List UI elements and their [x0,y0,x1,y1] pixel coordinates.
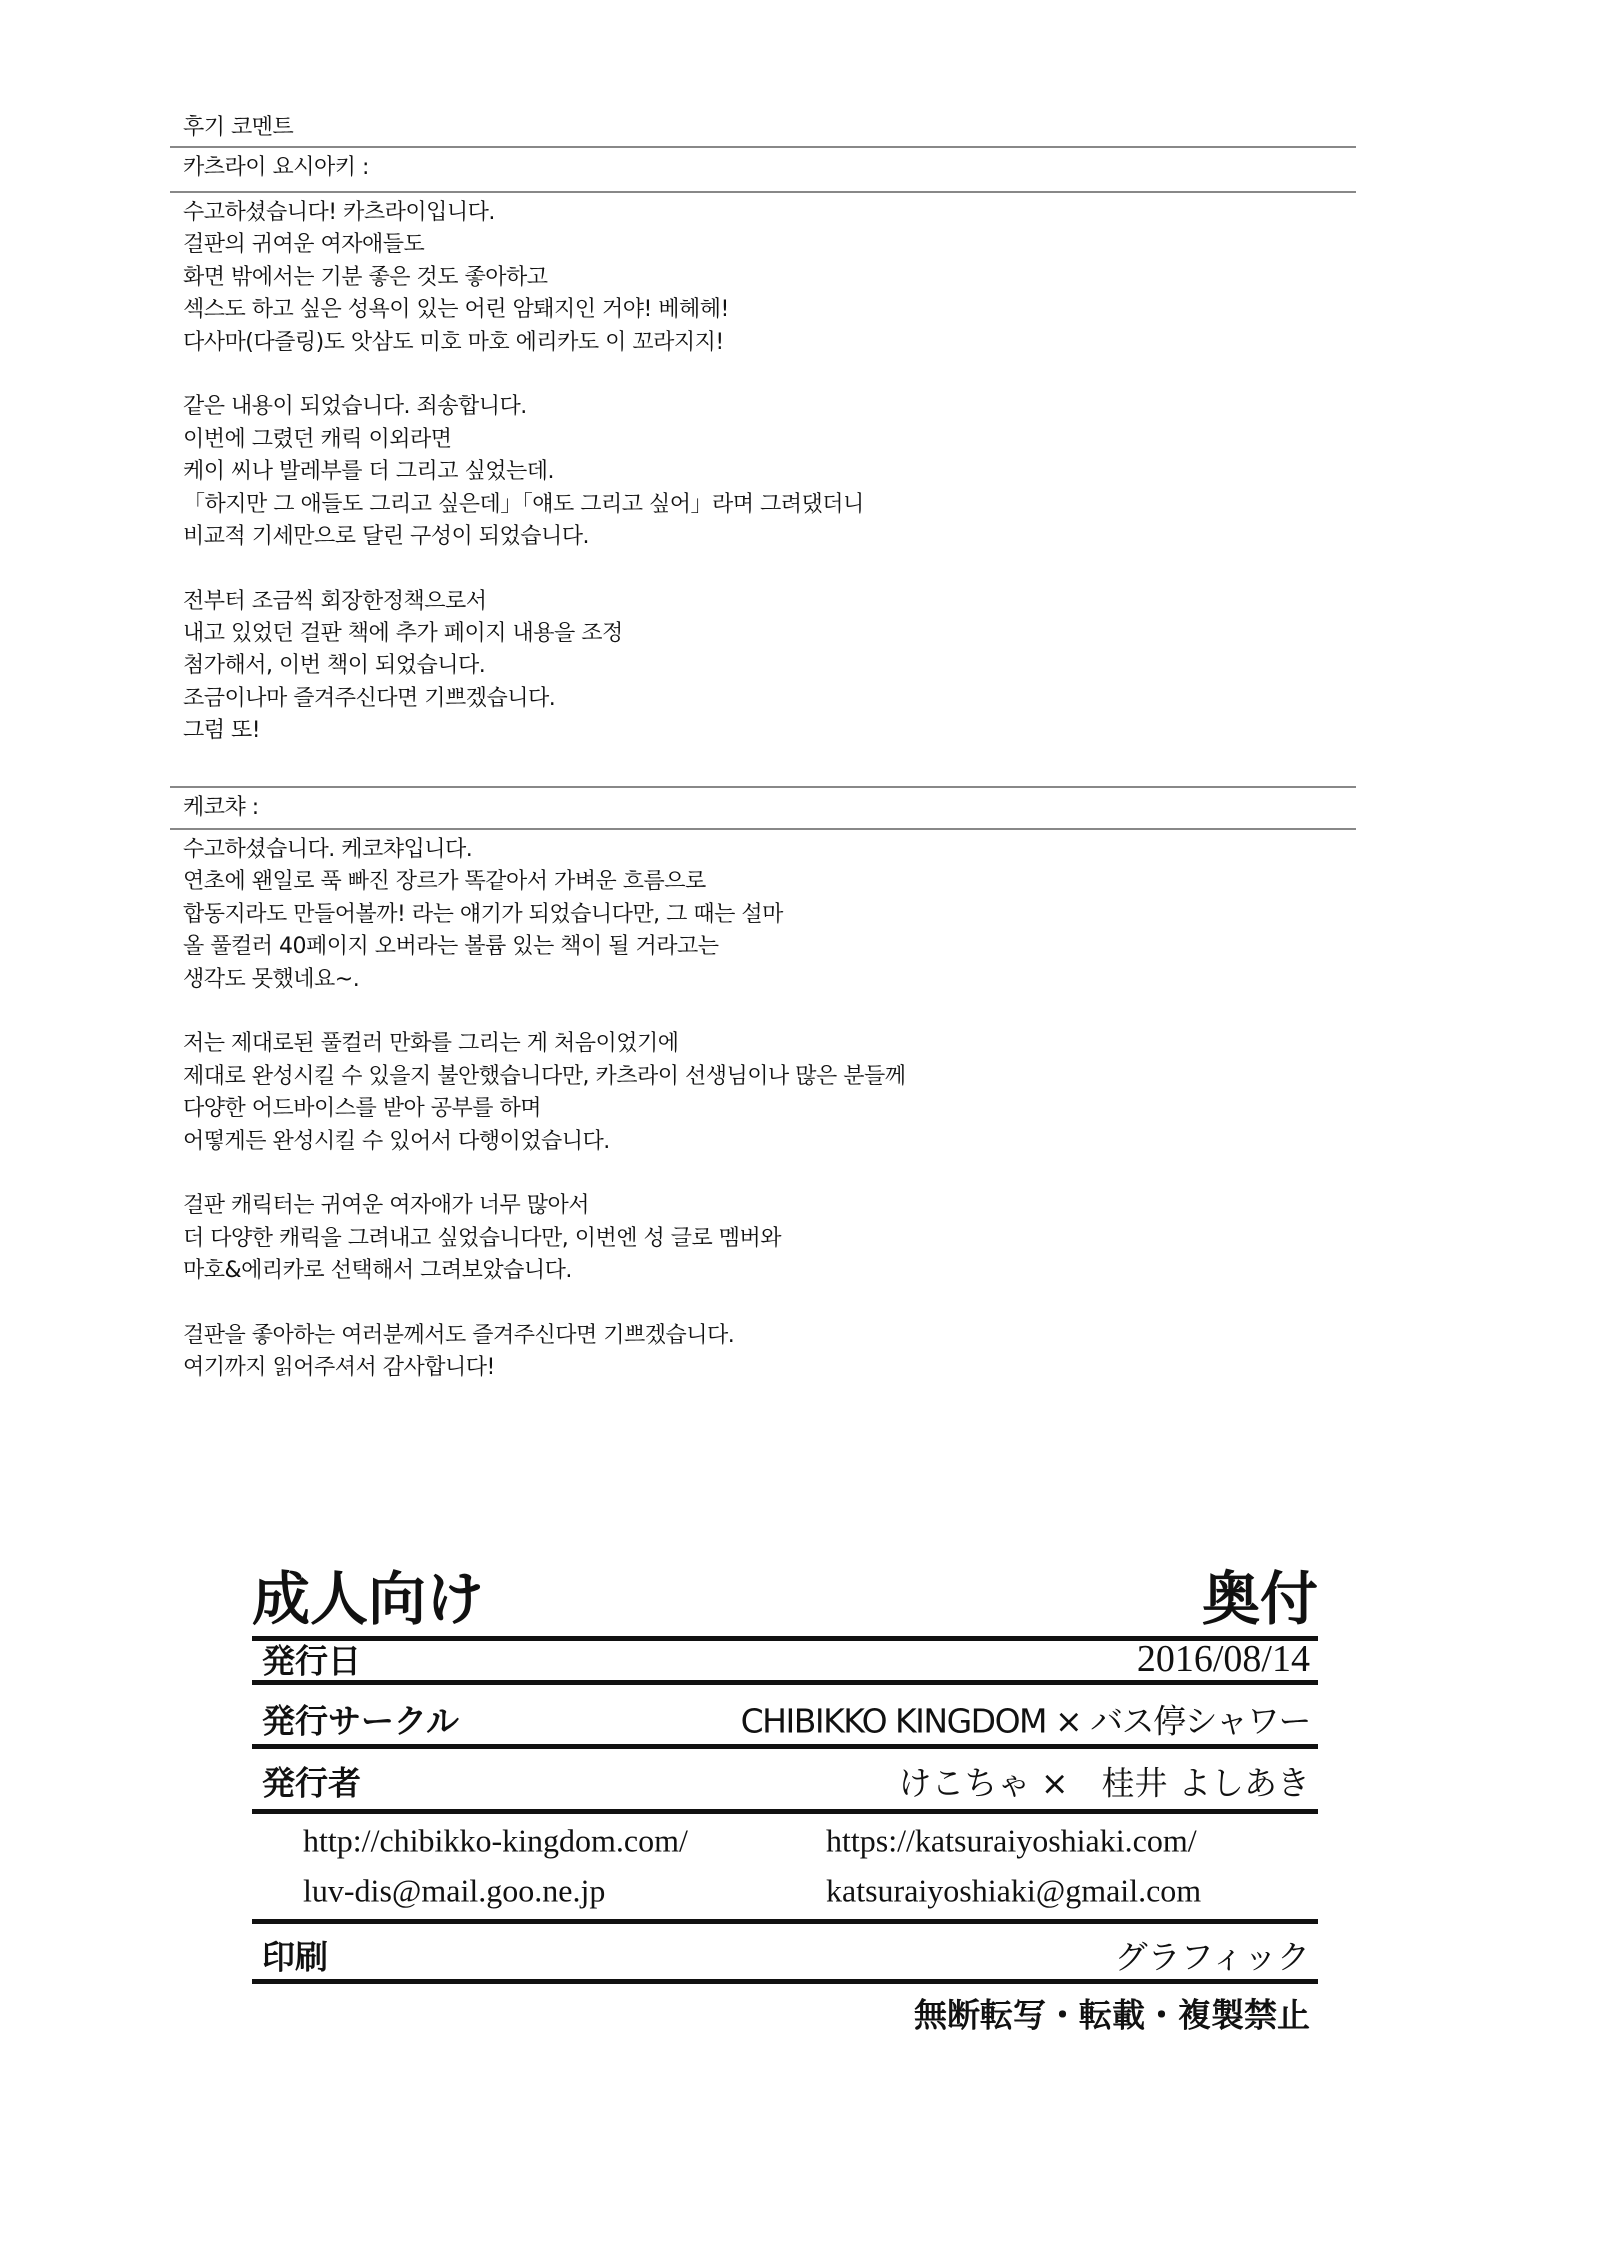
divider [252,1809,1318,1814]
text-line: 전부터 조금씩 회장한정책으로서 [183,588,487,614]
divider [252,1744,1318,1749]
text-line: 걸판을 좋아하는 여러분께서도 즐겨주신다면 기쁘겠습니다. [183,1322,735,1348]
text-line: 합동지라도 만들어볼까! 라는 얘기가 되었습니다만, 그 때는 설마 [183,901,783,927]
website-link-right[interactable]: https://katsuraiyoshiaki.com/ [826,1822,1197,1859]
divider [252,1919,1318,1924]
text-line: 같은 내용이 되었습니다. 죄송합니다. [183,394,527,420]
text-line: 섹스도 하고 싶은 성욕이 있는 어린 암퇘지인 거야! 베헤헤! [183,297,729,323]
text-line: 올 풀컬러 40페이지 오버라는 볼륨 있는 책이 될 거라고는 [183,934,719,960]
publisher-label: 発行者 [262,1763,361,1803]
adult-label: 成人向け [252,1565,485,1633]
email-left[interactable]: luv-dis@mail.goo.ne.jp [303,1872,606,1909]
text-line: 여기까지 읽어주셔서 감사합니다! [183,1355,495,1381]
text-line: 마호&에리카로 선택해서 그려보았습니다. [183,1258,572,1284]
text-line: 연초에 왠일로 푹 빠진 장르가 똑같아서 가벼운 흐름으로 [183,869,706,895]
text-line: 제대로 완성시킬 수 있을지 불안했습니다만, 카츠라이 선생님이나 많은 분들께 [183,1063,906,1089]
date-label: 発行日 [262,1641,361,1681]
text-line: 내고 있었던 걸판 책에 추가 페이지 내용을 조정 [183,621,623,647]
text-line: 케이 씨나 발레부를 더 그리고 싶었는데. [183,459,554,485]
author-heading: 케코챠 : [183,795,259,820]
comment-kekocha [183,834,906,1385]
divider [170,146,1356,148]
text-line: 걸판 캐릭터는 귀여운 여자애가 너무 많아서 [183,1193,590,1219]
circle-label: 発行サークル [262,1701,460,1741]
divider [252,1680,1318,1685]
email-right[interactable]: katsuraiyoshiaki@gmail.com [826,1872,1202,1909]
website-link-left[interactable]: http://chibikko-kingdom.com/ [303,1822,688,1859]
text-line: 그럼 또! [183,718,261,744]
text-line: 생각도 못했네요~. [183,966,360,992]
text-line: 수고하셨습니다! 카츠라이입니다. [183,200,495,225]
copyright-notice: 無断転写・転載・複製禁止 [914,1995,1310,2035]
print-label: 印刷 [262,1937,328,1977]
divider [252,1979,1318,1984]
date-value: 2016/08/14 [1136,1638,1310,1680]
text-line: 저는 제대로된 풀컬러 만화를 그리는 게 처음이었기에 [183,1031,679,1057]
divider [170,786,1356,788]
divider [170,191,1356,193]
colophon-title: 奥付 [1201,1565,1318,1633]
text-line: 조금이나마 즐겨주신다면 기쁘겠습니다. [183,685,556,711]
text-line: 비교적 기세만으로 달린 구성이 되었습니다. [183,523,590,549]
text-line: 화면 밖에서는 기분 좋은 것도 좋아하고 [183,264,548,290]
circle-value: CHIBIKKO KINGDOM × バス停シャワー [740,1701,1310,1741]
text-line: 「하지만 그 애들도 그리고 싶은데」「얘도 그리고 싶어」라며 그려댔더니 [183,491,864,517]
comment-katsurai [183,197,864,748]
afterword-title: 후기 코멘트 [183,115,294,140]
text-line: 다양한 어드바이스를 받아 공부를 하며 [183,1096,542,1122]
text-line: 수고하셨습니다. 케코챠입니다. [183,837,473,862]
divider [170,828,1356,830]
text-line: 더 다양한 캐릭을 그려내고 싶었습니다만, 이번엔 성 글로 멤버와 [183,1225,781,1251]
text-line: 이번에 그렸던 캐릭 이외라면 [183,426,452,452]
text-line: 어떻게든 완성시킬 수 있어서 다행이었습니다. [183,1128,610,1154]
text-line: 첨가해서, 이번 책이 되었습니다. [183,653,486,679]
text-line: 다사마(다즐링)도 앗삼도 미호 마호 에리카도 이 꼬라지지! [183,329,724,355]
author-heading: 카츠라이 요시아키 : [183,155,369,180]
publisher-value: けこちゃ × 桂井 よしあき [898,1763,1310,1803]
text-line: 걸판의 귀여운 여자애들도 [183,232,425,258]
printer-value: グラフィック [1114,1937,1310,1977]
